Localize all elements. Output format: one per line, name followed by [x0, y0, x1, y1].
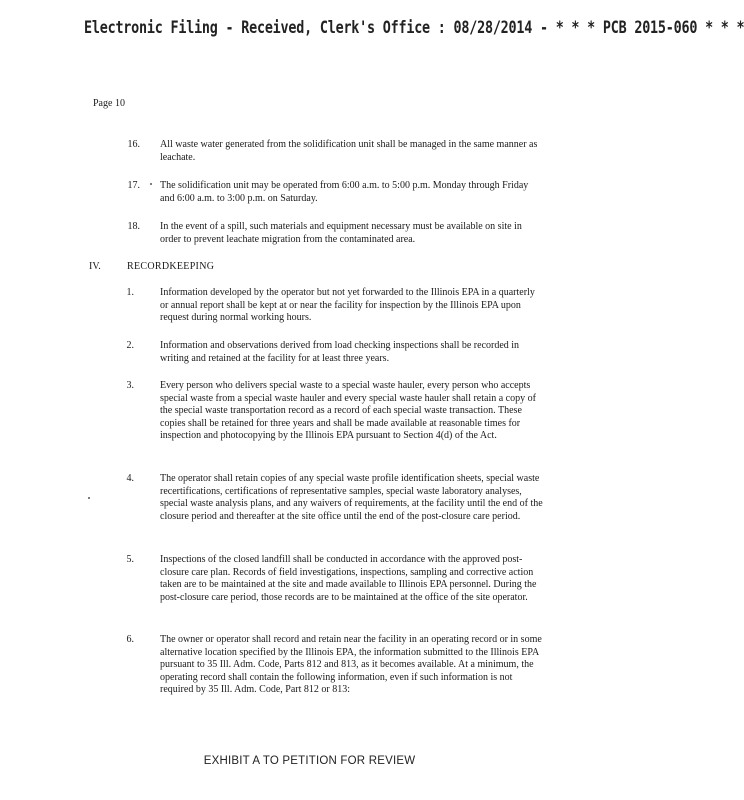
item-number: 17.	[127, 180, 140, 191]
item-text: The solidification unit may be operated from 6:00 a.m. to 5:00 p.m. Monday through Friday and 6:00 a.m. to 3:00 p.m. on Saturday.	[160, 180, 529, 204]
item-number: 4.	[126, 473, 134, 484]
item-number: 2.	[126, 340, 134, 351]
item-text: The operator shall retain copies of any special waste profile identification sheets, special waste recertifications, certifications of representative samples, special waste laboratory analyses, special waste analysis plans, and any waivers of requirements, at the facility until the end of the closure period and thereafter at the site office until the end of the post-closure care period.	[160, 473, 543, 522]
item-text: Every person who delivers special waste to a special waste hauler, every person who accepts special waste from a special waste hauler and every special waste hauler shall retain a copy of the special waste transportation record as a record of each special waste transaction. These copies shall be retained for three years and shall be made available at reasonable times for inspection and photocopying by the Illinois EPA pursuant to Section 4(d) of the Act.	[160, 380, 536, 442]
scan-speck	[150, 183, 152, 185]
scan-speck	[88, 497, 90, 499]
item-number: 1.	[126, 287, 134, 298]
section-title: RECORDKEEPING	[127, 261, 215, 272]
item-number: 18.	[127, 221, 140, 232]
item-number: 5.	[126, 554, 134, 565]
item-text: The owner or operator shall record and retain near the facility in an operating record or in some alternative location specified by the Illinois EPA, the information submitted to the Illinois EPA pursuant to 35 Ill. Adm. Code, Parts 812 and 813, as it becomes available. At a minimum, the operating record shall contain the following information, even if such information is not required by 35 Ill. Adm. Code, Part 812 or 813:	[160, 634, 542, 696]
item-text: All waste water generated from the solidification unit shall be managed in the same manner as leachate.	[160, 139, 538, 163]
item-text: In the event of a spill, such materials and equipment necessary must be available on site in order to prevent leachate migration from the contaminated area.	[160, 221, 522, 245]
item-number: 3.	[126, 380, 134, 391]
item-text: Information and observations derived from load checking inspections shall be recorded in writing and retained at the facility for at least three years.	[160, 340, 520, 364]
item-text: Inspections of the closed landfill shall be conducted in accordance with the approved post-closure care plan. Records of field investigations, inspections, sampling and corrective action taken are to be maintained at the site and made available to Illinois EPA personnel. During the post-closure care period, those records are to be maintained at the office of the site operator.	[160, 554, 537, 603]
header-stamp: Electronic Filing - Received, Clerk's Office : 08/28/2014 - * * * PCB 2015-060 * * *	[84, 19, 744, 38]
footer-exhibit-label: EXHIBIT A TO PETITION FOR REVIEW	[203, 755, 416, 767]
page-number: Page 10	[93, 98, 125, 109]
item-number: 6.	[126, 634, 134, 645]
item-number: 16.	[127, 139, 140, 150]
section-number: IV.	[89, 261, 101, 272]
item-text: Information developed by the operator but not yet forwarded to the Illinois EPA in a quarterly or annual report shall be kept at or near the facility for inspection by the Illinois EPA upon request during normal working hours.	[160, 287, 535, 324]
